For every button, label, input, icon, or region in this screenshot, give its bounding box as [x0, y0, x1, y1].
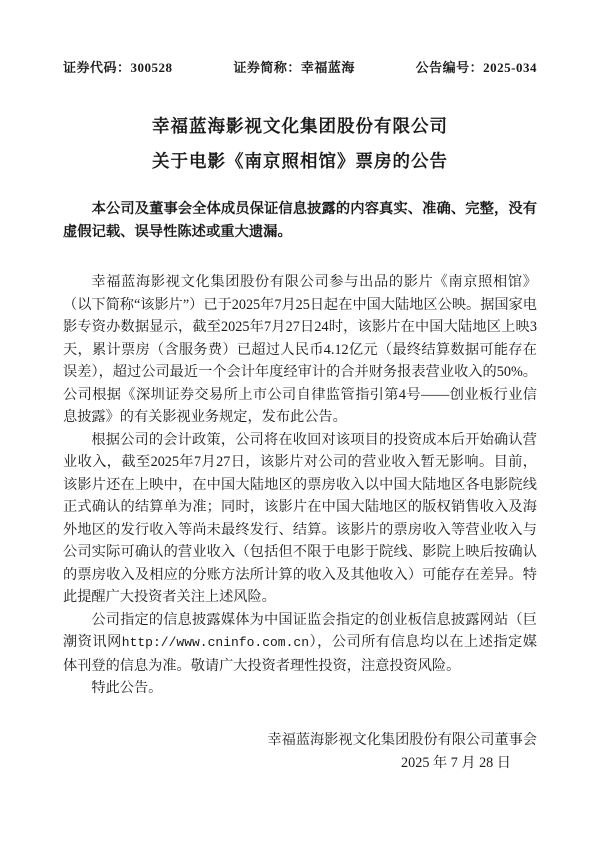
body-paragraph-1: 幸福蓝海影视文化集团股份有限公司参与出品的影片《南京照相馆》（以下简称“该影片”）已于2025年7月25日起在中国大陆地区公映。据国家电影专资办数据显示，截至2025年7月27日24时，该影片在中国大陆地区上映3天，累计票房（含服务费）已超过人民币4.12亿元（最终结算数据可能存在误差），超过公司最近一个会计年度经审计的合并财务报表营业收入的50%。公司根据《深圳证券交易所上市公司自律监管指引第4号——创业板行业信息披露》的有关影视业务规定，发布此公告。	[63, 274, 537, 425]
cninfo-url: http://www.cninfo.com.cn	[121, 635, 310, 650]
body-paragraph-2: 根据公司的会计政策，公司将在收回对该项目的投资成本后开始确认营业收入，截至2025年7月27日，该影片对公司的营业收入暂无影响。目前，该影片还在上映中，在中国大陆地区的票房收入以中国大陆地区各电影院线正式确认的结算单为准；同时，该影片在中国大陆地区的版权销售收入及海外地区的发行收入等尚未最终发行、结算。该影片的票房收入等营业收入与公司实际可确认的营业收入（包括但不限于电影于院线、影院上映后按确认的票房收入及相应的分账方法所计算的收入及其他收入）可能存在差异。特此提醒广大投资者关注上述风险。	[63, 431, 537, 605]
paragraph-3-text-after-url: ），公司所有信息均以在上述指定媒体刊登的信息为准。敬请广大投资者理性投资，注意投资风险。	[63, 634, 537, 674]
signature-block	[63, 729, 537, 776]
signature-company: 幸福蓝海影视文化集团股份有限公司董事会	[267, 731, 537, 748]
stock-name: 证券简称：幸福蓝海	[233, 60, 355, 75]
paragraph-3-text-before-url: 公司指定的信息披露媒体为中国证监会指定的创业板信息披露网站（巨潮资讯网	[63, 611, 537, 650]
announcement-number: 公告编号：2025-034	[415, 60, 537, 75]
stock-code: 证券代码：300528	[63, 60, 173, 75]
document-title-line-1: 幸福蓝海影视文化集团股份有限公司	[152, 116, 448, 136]
document-header	[63, 57, 537, 76]
document-title	[63, 109, 537, 179]
truthfulness-declaration: 本公司及董事会全体成员保证信息披露的内容真实、准确、完整，没有虚假记载、误导性陈述或重大遗漏。	[63, 201, 537, 240]
body-paragraph-3	[63, 609, 537, 678]
signature-date: 2025 年 7 月 28 日	[401, 755, 511, 771]
document-title-line-2: 关于电影《南京照相馆》票房的公告	[152, 151, 448, 171]
body-paragraph-closing: 特此公告。	[91, 680, 163, 696]
